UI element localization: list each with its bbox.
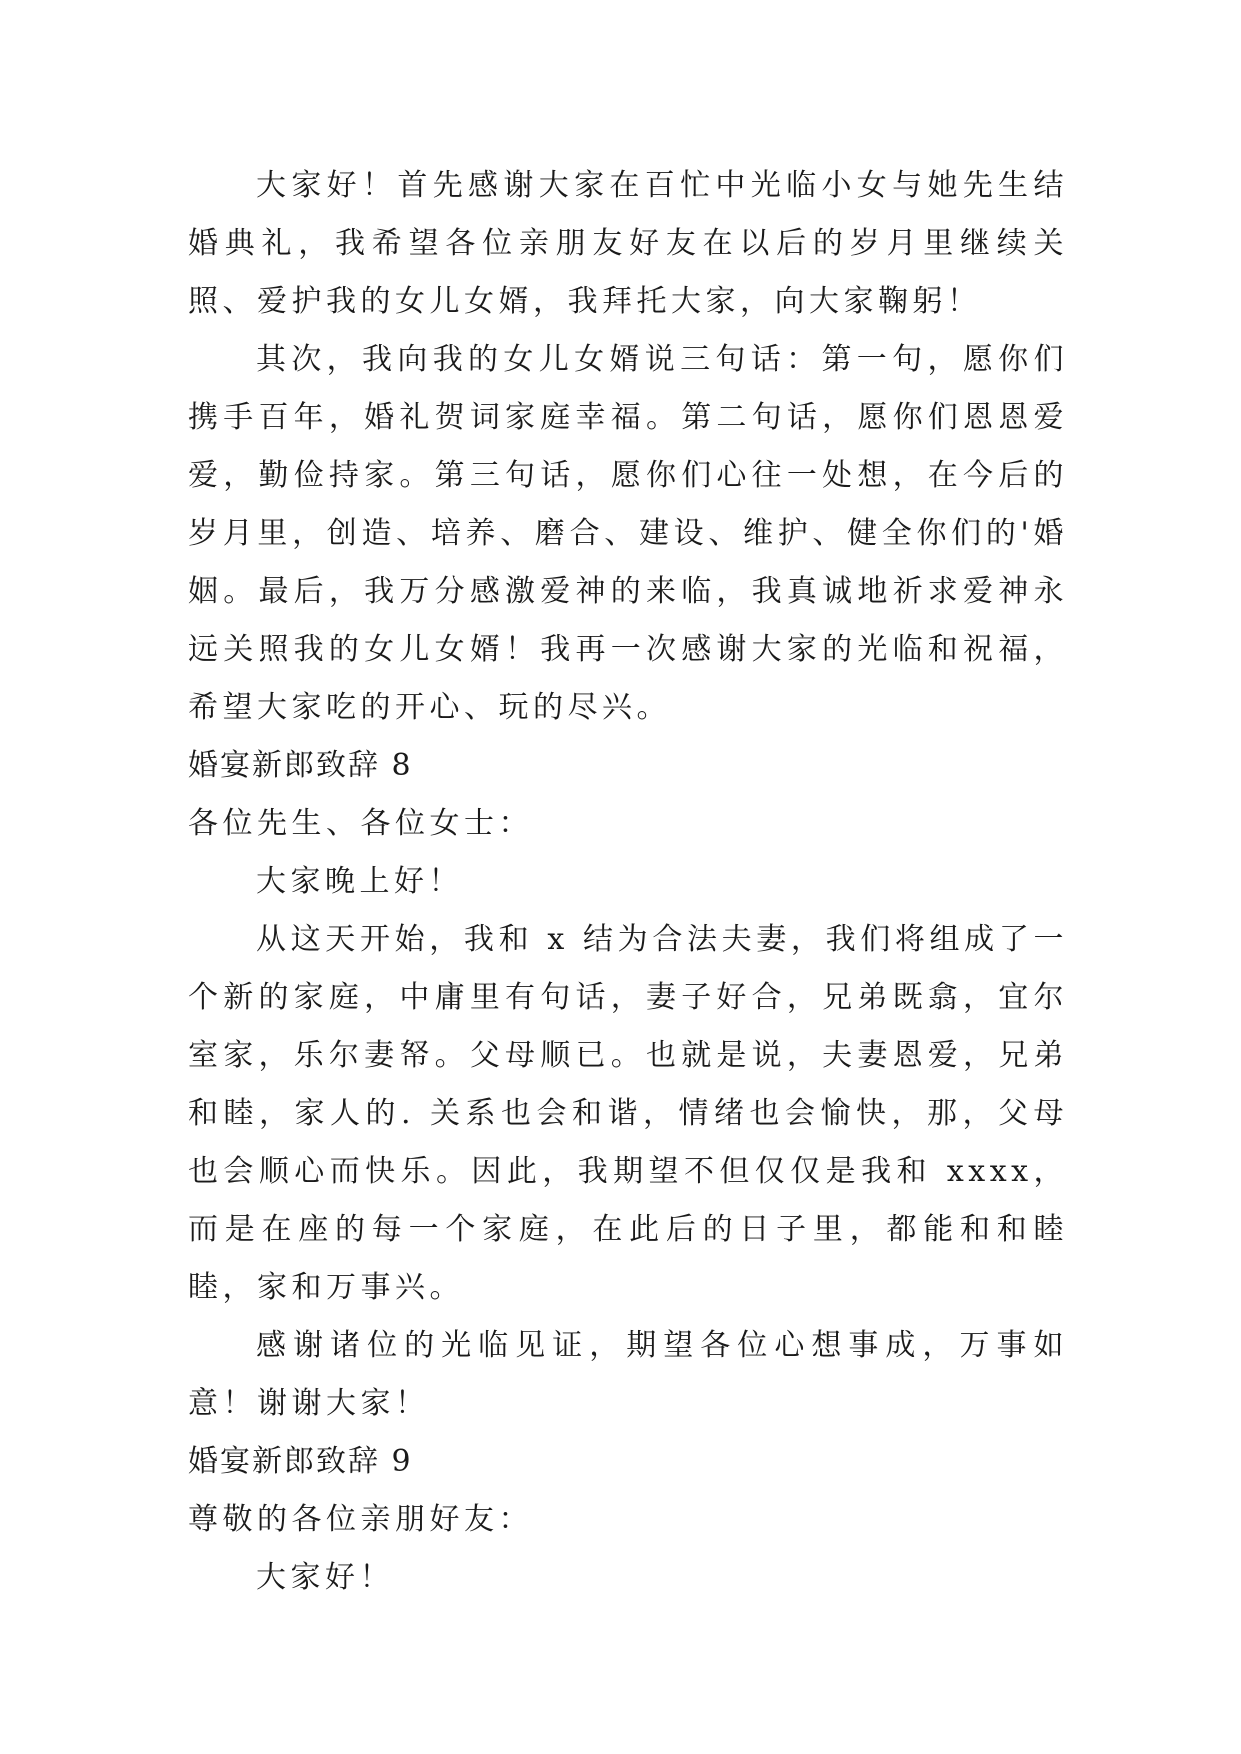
paragraph-thanks-guests: 大家好！首先感谢大家在百忙中光临小女与她先生结婚典礼，我希望各位亲朋友好友在以后的岁月里继续关照、爱护我的女儿女婿，我拜托大家，向大家鞠躬！ <box>188 168 1068 319</box>
greeting-good-evening: 大家晚上好！ <box>256 864 463 899</box>
document-body <box>188 157 1068 1607</box>
section-heading-8: 婚宴新郎致辞 8 <box>188 748 413 783</box>
greeting-hello: 大家好！ <box>256 1560 394 1595</box>
paragraph-words-to-couple: 其次，我向我的女儿女婿说三句话：第一句，愿你们携手百年，婚礼贺词家庭幸福。第二句话，愿你们恩恩爱爱，勤俭持家。第三句话，愿你们心往一处想，在今后的岁月里，创造、培养、磨合、建设、维护、健全你们的'婚姻。最后，我万分感激爱神的来临，我真诚地祈求爱神永远关照我的女儿女婿！我再一次感谢大家的光临和祝福，希望大家吃的开心、玩的尽兴。 <box>188 342 1068 725</box>
section-heading-9: 婚宴新郎致辞 9 <box>188 1444 413 1479</box>
salutation-ladies-gentlemen: 各位先生、各位女士： <box>188 806 533 841</box>
paragraph-new-family: 从这天开始，我和 x 结为合法夫妻，我们将组成了一个新的家庭，中庸里有句话，妻子好合，兄弟既翕，宜尔室家，乐尔妻帑。父母顺已。也就是说，夫妻恩爱，兄弟和睦，家人的. 关系也会和谐，情绪也会愉快，那，父母也会顺心而快乐。因此，我期望不但仅仅是我和 xxxx，而是在座的每一个家庭，在此后的日子里，都能和和睦睦，家和万事兴。 <box>188 922 1068 1305</box>
paragraph-closing-thanks: 感谢诸位的光临见证，期望各位心想事成，万事如意！谢谢大家！ <box>188 1328 1068 1421</box>
salutation-friends-family: 尊敬的各位亲朋好友： <box>188 1502 533 1537</box>
